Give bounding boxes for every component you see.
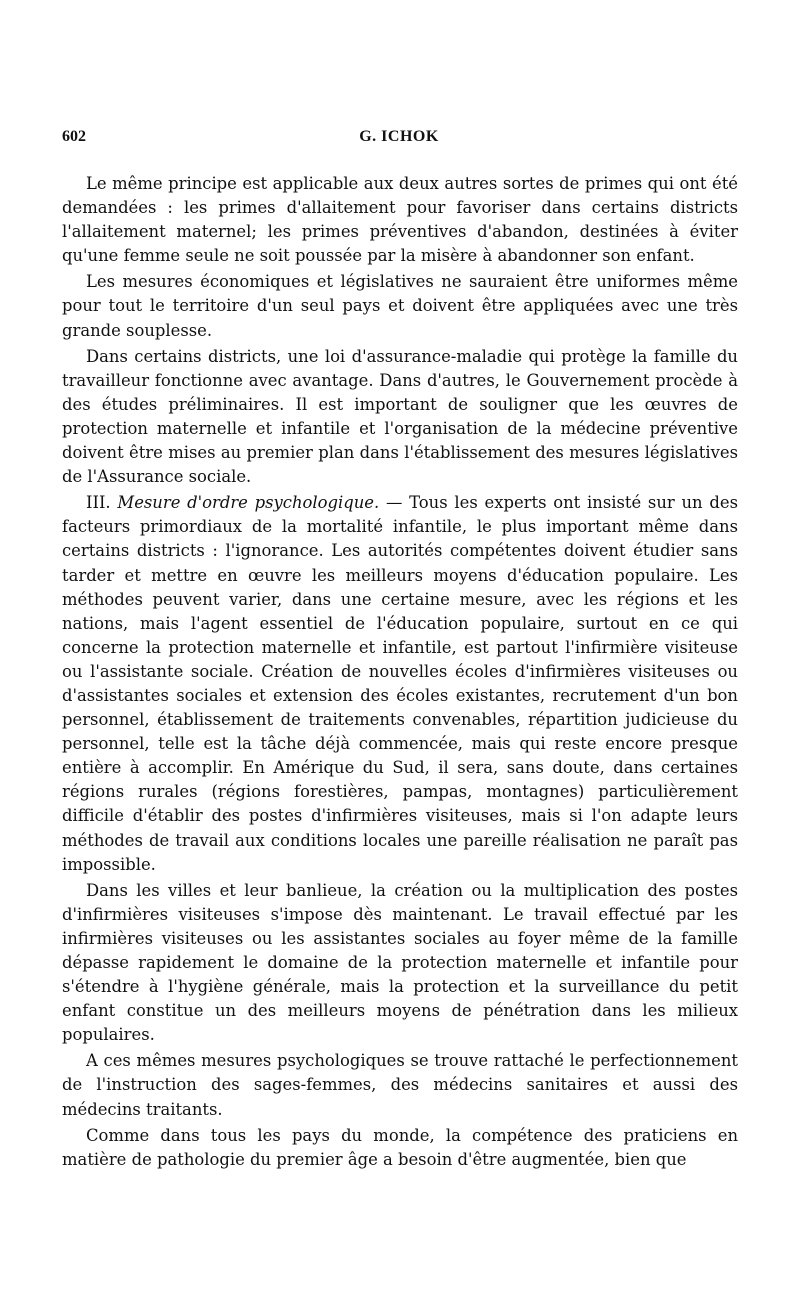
running-head-author: G. ICHOK — [359, 128, 439, 145]
paragraph-insurance — [62, 345, 738, 490]
paragraph-practitioners — [62, 1124, 738, 1172]
paragraph-text: Le même principe est applicable aux deux autres sortes de primes qui ont été demandées : les primes d'allaitement pour favoriser dans certains districts l'allaitement maternel; les primes préventives d'abandon, destinées à éviter qu'une femme seule ne soit poussée par la misère à abandonner son enfant. — [62, 174, 738, 266]
paragraph-text: A ces mêmes mesures psychologiques se trouve rattaché le perfectionnement de l'instruction des sages-femmes, des médecins sanitaires et aussi des médecins traitants. — [62, 1051, 738, 1119]
paragraph-midwives — [62, 1049, 738, 1121]
page-number: 602 — [62, 128, 86, 145]
section-heading: Mesure d'ordre psychologique. — [117, 493, 380, 513]
paragraph-text: Comme dans tous les pays du monde, la compétence des praticiens en matière de pathologie du premier âge a besoin d'être augmentée, bien que — [62, 1125, 738, 1169]
paragraph-text: Dans les villes et leur banlieue, la création ou la multiplication des postes d'infirmières visiteuses s'impose dès maintenant. Le travail effectué par les infirmières visiteuses ou les assistantes sociales au foyer même de la famille dépasse rapidement le domaine de la protection maternelle et infantile pour s'étendre à l'hygiène générale, mais la protection et la surveillance du petit enfant constitue un des meilleurs moyens de pénétration dans les milieux populaires. — [62, 880, 738, 1045]
paragraph-premiums — [62, 172, 738, 268]
paragraph-text: Dans certains districts, une loi d'assurance-maladie qui protège la famille du travailleur fonctionne avec avantage. Dans d'autres, le Gouvernement procède à des études préliminaires. Il est important de souligner que les œuvres de protection maternelle et infantile et l'organisation de la médecine préventive doivent être mises au premier plan dans l'établissement des mesures législatives de l'Assurance sociale. — [62, 346, 738, 487]
paragraph-text: Les mesures économiques et législatives ne sauraient être uniformes même pour tout le territoire d'un seul pays et doivent être appliquées avec une très grande souplesse. — [62, 272, 738, 340]
paragraph-economic-measures — [62, 270, 738, 342]
paragraph-text: — Tous les experts ont insisté sur un des facteurs primordiaux de la mortalité infantile, le plus important même dans certains districts : l'ignorance. Les autorités compétentes doivent étudier sans tarder et mettre en œuvre les meilleurs moyens d'éducation populaire. Les méthodes peuvent varier, dans une certaine mesure, avec les régions et les nations, mais l'agent essentiel de l'éducation populaire, surtout en ce qui concerne la protection maternelle et infantile, est partout l'infirmière visiteuse ou l'assistante sociale. Création de nouvelles écoles d'infirmières visiteuses ou d'assistantes sociales et extension des écoles existantes, recrutement d'un bon personnel, établissement de traitements convenables, répartition judicieuse du personnel, telle est la tâche déjà commencée, mais qui reste encore presque entière à accomplir. En Amérique du Sud, il sera, sans doute, dans certaines régions rurales (régions forestières, pampas, montagnes) particulièrement difficile d'établir des postes d'infirmières visiteuses, mais si l'on adapte leurs méthodes de travail aux conditions locales une pareille réalisation ne paraît pas impossible. — [62, 493, 738, 874]
page-header — [62, 128, 736, 154]
body-text — [62, 172, 738, 1172]
paragraph-psychological-measures — [62, 491, 738, 877]
section-number: III. — [86, 493, 118, 513]
paragraph-cities — [62, 879, 738, 1048]
